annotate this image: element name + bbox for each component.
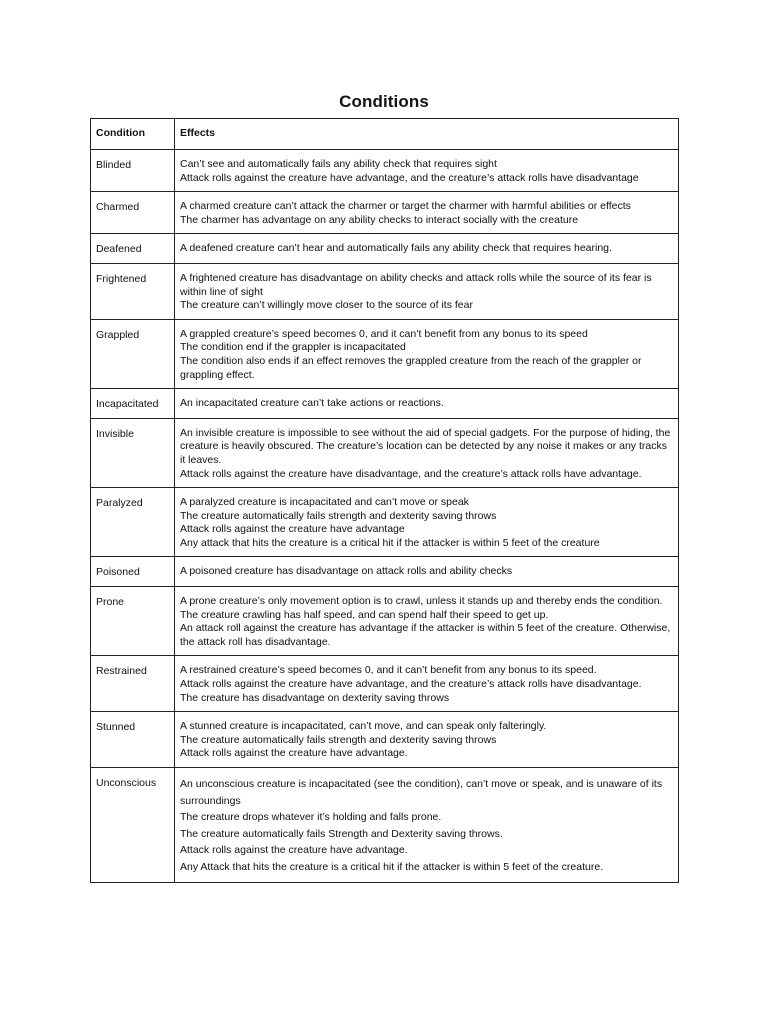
condition-name: Poisoned xyxy=(91,557,175,587)
effect-line: A restrained creature’s speed becomes 0, and it can’t benefit from any bonus to its speed. xyxy=(180,664,597,677)
table-row xyxy=(91,768,679,883)
effect-line: A poisoned creature has disadvantage on attack rolls and ability checks xyxy=(180,565,513,578)
condition-effects xyxy=(175,488,679,557)
condition-effects xyxy=(175,234,679,264)
condition-effects xyxy=(175,587,679,656)
effect-line: The creature automatically fails strength and dexterity saving throws xyxy=(180,509,497,522)
effect-line: Attack rolls against the creature have advantage, and the creature’s attack rolls have disadvantage. xyxy=(180,678,642,691)
table-row xyxy=(91,488,679,557)
table-row xyxy=(91,192,679,234)
condition-effects xyxy=(175,319,679,388)
effect-line: A frightened creature has disadvantage on ability checks and attack rolls while the source of its fear is within line of sight xyxy=(180,271,652,298)
table-row xyxy=(91,656,679,712)
effect-line: A paralyzed creature is incapacitated and can’t move or speak xyxy=(180,496,469,509)
condition-effects xyxy=(175,150,679,192)
effect-line: Can’t see and automatically fails any ability check that requires sight xyxy=(180,158,497,170)
condition-name: Deafened xyxy=(91,234,175,264)
table-row xyxy=(91,234,679,264)
effect-line: Attack rolls against the creature have advantage. xyxy=(180,844,408,857)
table-row xyxy=(91,587,679,656)
condition-effects xyxy=(175,712,679,768)
effect-line: The condition end if the grappler is incapacitated xyxy=(180,341,406,354)
header-condition: Condition xyxy=(91,119,175,150)
effect-line: Any Attack that hits the creature is a critical hit if the attacker is within 5 feet of the creature. xyxy=(180,860,604,873)
table-row xyxy=(91,319,679,388)
condition-name: Unconscious xyxy=(91,768,175,883)
condition-effects xyxy=(175,768,679,883)
page-title: Conditions xyxy=(339,92,429,111)
condition-name: Restrained xyxy=(91,656,175,712)
effect-line: An unconscious creature is incapacitated (see the condition), can’t move or speak, and is unaware of its surroundings xyxy=(180,778,663,807)
table-row xyxy=(91,263,679,319)
effect-line: An invisible creature is impossible to see without the aid of special gadgets. For the purpose of hiding, the creature is heavily obscured. The creature’s location can be detected by any noise it makes or any tracks it leaves. xyxy=(180,426,671,466)
condition-name: Invisible xyxy=(91,418,175,487)
effect-line: The condition also ends if an effect removes the grappled creature from the reach of the grappler or grappling effect. xyxy=(180,354,642,381)
effect-line: A deafened creature can’t hear and automatically fails any ability check that requires hearing. xyxy=(180,242,612,255)
effect-line: The creature can’t willingly move closer to the source of its fear xyxy=(180,299,473,312)
condition-effects xyxy=(175,192,679,234)
effect-line: Attack rolls against the creature have advantage. xyxy=(180,747,408,760)
effect-line: A stunned creature is incapacitated, can’t move, and can speak only falteringly. xyxy=(180,720,547,733)
condition-name: Grappled xyxy=(91,319,175,388)
effect-line: A grappled creature’s speed becomes 0, and it can’t benefit from any bonus to its speed xyxy=(180,327,588,340)
effect-line: A charmed creature can’t attack the charmer or target the charmer with harmful abilities or effects xyxy=(180,200,631,213)
effect-line: The creature automatically fails strength and dexterity saving throws xyxy=(180,733,497,746)
effect-line: Attack rolls against the creature have advantage xyxy=(180,523,405,536)
effect-line: An incapacitated creature can’t take actions or reactions. xyxy=(180,397,444,410)
table-row xyxy=(91,389,679,419)
table-row xyxy=(91,418,679,487)
condition-effects xyxy=(175,656,679,712)
header-effects: Effects xyxy=(175,119,679,150)
condition-name: Paralyzed xyxy=(91,488,175,557)
effect-line: A prone creature’s only movement option is to crawl, unless it stands up and thereby ends the condition. xyxy=(180,595,663,608)
condition-name: Stunned xyxy=(91,712,175,768)
effect-line: Any attack that hits the creature is a critical hit if the attacker is within 5 feet of the creature xyxy=(180,536,600,549)
conditions-table xyxy=(90,118,679,883)
table-row xyxy=(91,150,679,192)
condition-name: Prone xyxy=(91,587,175,656)
condition-effects xyxy=(175,389,679,419)
effect-line: The creature automatically fails Strength and Dexterity saving throws. xyxy=(180,827,503,840)
effect-line: The creature has disadvantage on dexterity saving throws xyxy=(180,691,450,704)
table-header-row xyxy=(91,119,679,150)
condition-name: Incapacitated xyxy=(91,389,175,419)
condition-name: Charmed xyxy=(91,192,175,234)
condition-effects xyxy=(175,418,679,487)
table-row xyxy=(91,557,679,587)
conditions-table-body xyxy=(91,119,679,883)
effect-line: The charmer has advantage on any ability checks to interact socially with the creature xyxy=(180,213,579,226)
condition-effects xyxy=(175,263,679,319)
effect-line: An attack roll against the creature has advantage if the attacker is within 5 feet of the creature. Otherwise, the attack roll has disadvantage. xyxy=(180,622,671,648)
effect-line: Attack rolls against the creature have advantage, and the creature’s attack rolls have disadvantage xyxy=(180,171,639,184)
condition-name: Frightened xyxy=(91,263,175,319)
condition-name: Blinded xyxy=(91,150,175,192)
condition-effects xyxy=(175,557,679,587)
effect-line: The creature drops whatever it’s holding and falls prone. xyxy=(180,811,442,824)
effect-line: The creature crawling has half speed, and can spend half their speed to get up. xyxy=(180,608,549,621)
effect-line: Attack rolls against the creature have disadvantage, and the creature’s attack rolls have advantage. xyxy=(180,467,642,480)
table-row xyxy=(91,712,679,768)
